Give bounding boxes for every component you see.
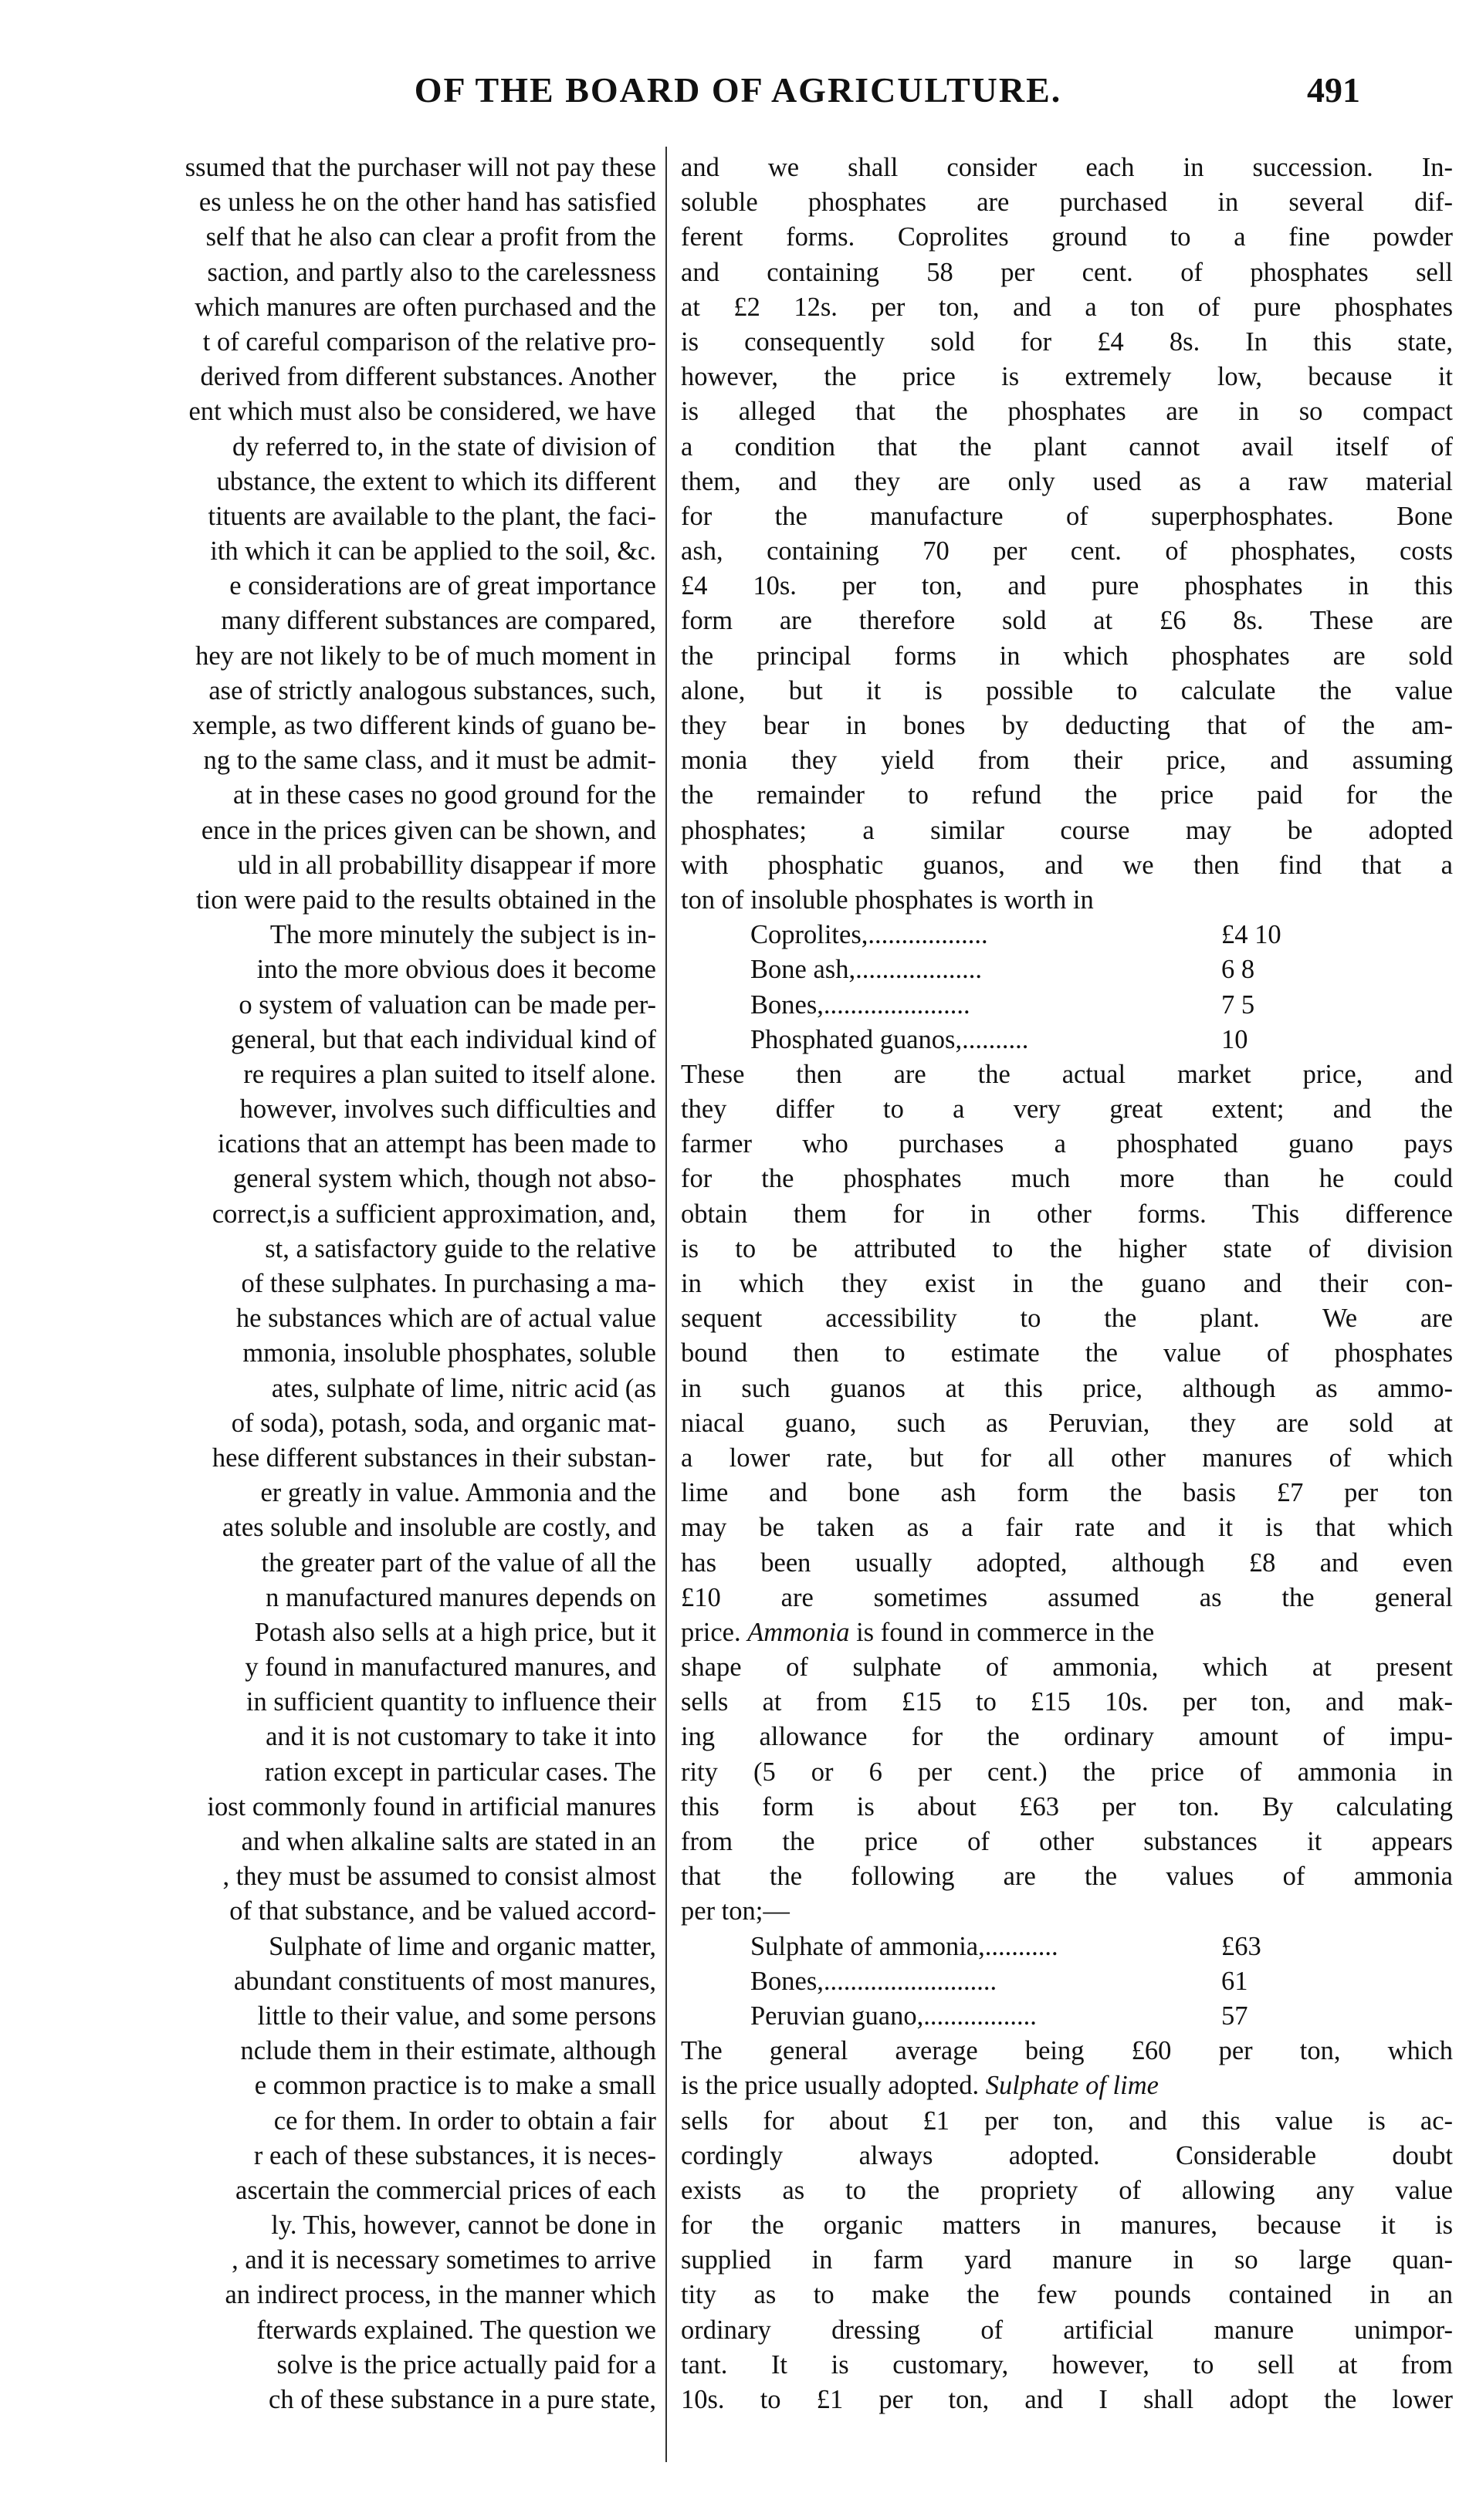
text-line: a condition that the plant cannot avail itself of — [681, 431, 1453, 462]
text-line: for the phosphates much more than he could — [681, 1164, 1453, 1194]
paragraph-line: The general average being £60 per ton, which — [681, 2036, 1453, 2066]
text-line: however, involves such difficulties and — [239, 1094, 656, 1125]
text-line: supplied in farm yard manure in so large quan- — [681, 2245, 1453, 2275]
running-title: OF THE BOARD OF AGRICULTURE. — [414, 70, 1062, 110]
text-line: derived from different substances. Another — [200, 362, 656, 392]
table-row — [750, 952, 1306, 987]
text-line: ing allowance for the ordinary amount of impu- — [681, 1722, 1453, 1752]
text-line: for the manufacture of superphosphates. Bone — [681, 501, 1453, 531]
table-row-label: Coprolites,.................. — [750, 920, 988, 950]
text-line: ferent forms. Coprolites ground to a fine powder — [681, 222, 1453, 252]
table-row-label: Phosphated guanos,.......... — [750, 1024, 1029, 1054]
table-row — [750, 918, 1306, 952]
table-row-label: Bones,.......................... — [750, 1966, 997, 1996]
text-line: little to their value, and some persons — [257, 2001, 656, 2031]
text-line: n manufactured manures depends on — [266, 1582, 656, 1612]
text-line: ash, containing 70 per cent. of phosphates, costs — [681, 536, 1453, 567]
table-row-label: Sulphate of ammonia,........... — [750, 1931, 1058, 1961]
text-line: lime and bone ash form the basis £7 per ton — [681, 1478, 1453, 1508]
text-line: o system of valuation can be made per- — [239, 989, 656, 1020]
text-line: form are therefore sold at £6 8s. These are — [681, 606, 1453, 636]
text-line: is to be attributed to the higher state of division — [681, 1233, 1453, 1263]
table-row — [750, 1023, 1306, 1057]
table-row — [750, 988, 1306, 1023]
table-row-label: Bone ash,................... — [750, 955, 982, 985]
text-line: niacal guano, such as Peruvian, they are sold at — [681, 1408, 1453, 1438]
text-line: ly. This, however, cannot be done in — [271, 2210, 656, 2241]
text-line: self that he also can clear a profit from the — [205, 222, 656, 252]
text-line: and it is not customary to take it into — [266, 1722, 656, 1752]
text-line: at in these cases no good ground for the — [232, 780, 656, 810]
text-line: shape of sulphate of ammonia, which at present — [681, 1652, 1453, 1683]
table-row-value: 10 — [1221, 1024, 1248, 1054]
table-row-value: £4 10 — [1221, 920, 1281, 950]
text-line: general system which, though not abso- — [232, 1164, 656, 1194]
text-line: Sulphate of lime and organic matter, — [269, 1931, 656, 1961]
ammonia-term: Ammonia — [747, 1617, 850, 1647]
text-line: es unless he on the other hand has satisfied — [198, 188, 656, 218]
text-line: e common practice is to make a small — [254, 2071, 656, 2101]
column-divider — [665, 147, 667, 2462]
text-line: r each of these substances, it is neces- — [253, 2140, 656, 2170]
text-line: ith which it can be applied to the soil, &c. — [210, 536, 656, 567]
text-line: £4 10s. per ton, and pure phosphates in this — [681, 571, 1453, 601]
text-line: ates, sulphate of lime, nitric acid (as — [271, 1373, 656, 1403]
text-line: for the organic matters in manures, because it is — [681, 2210, 1453, 2241]
table-row-value: 7 5 — [1221, 989, 1255, 1020]
text-line: ce for them. In order to obtain a fair — [273, 2106, 656, 2136]
text-line: cordingly always adopted. Considerable doubt — [681, 2140, 1453, 2170]
table-row — [750, 1930, 1306, 1964]
text-line: phosphates; a similar course may be adopted — [681, 815, 1453, 845]
page-number: 491 — [1307, 70, 1360, 110]
table-row-value: 57 — [1221, 2001, 1248, 2031]
text-line: dy referred to, in the state of division of — [232, 431, 656, 462]
table-row — [750, 1964, 1306, 1999]
paragraph-sulphate-of-lime — [681, 2104, 1453, 2418]
table-row-value: 61 — [1221, 1966, 1248, 1996]
text-line: xemple, as two different kinds of guano be- — [191, 711, 656, 740]
text-line: ssumed that the purchaser will not pay these — [184, 153, 656, 182]
paragraph-line: price. Ammonia is found in commerce in the — [681, 1617, 1155, 1647]
text-line: , and it is necessary sometimes to arrive — [232, 2245, 656, 2275]
text-line: may be taken as a fair rate and it is that which — [681, 1513, 1453, 1543]
text-line: sells at from £15 to £15 10s. per ton, and mak- — [681, 1687, 1453, 1717]
text-line: abundant constituents of most manures, — [233, 1966, 656, 1996]
text-line: farmer who purchases a phosphated guano pays — [681, 1129, 1453, 1159]
text-line: of these sulphates. In purchasing a ma- — [241, 1269, 656, 1298]
table-row-value: £63 — [1221, 1931, 1261, 1961]
phosphate-price-table — [750, 918, 1306, 1057]
text-line: hey are not likely to be of much moment in — [195, 641, 656, 671]
text-line: re requires a plan suited to itself alone. — [243, 1059, 656, 1089]
text-line: is consequently sold for £4 8s. In this state, — [681, 326, 1453, 357]
text-line: and we shall consider each in succession. In- — [681, 153, 1453, 182]
text-line: ent which must also be considered, we have — [188, 397, 656, 427]
text-line: obtain them for in other forms. This difference — [681, 1199, 1453, 1229]
text-line: from the price of other substances it appears — [681, 1827, 1453, 1856]
text-line: nclude them in their estimate, although — [240, 2036, 656, 2066]
text-line: an indirect process, in the manner which — [225, 2280, 656, 2310]
text-line: tant. It is customary, however, to sell at from — [681, 2349, 1453, 2380]
text-line: solve is the price actually paid for a — [276, 2349, 656, 2380]
text-line: at £2 12s. per ton, and a ton of pure phosphates — [681, 292, 1453, 322]
text-line: 10s. to £1 per ton, and I shall adopt the lower — [681, 2385, 1453, 2414]
text-line: per ton;— — [681, 1896, 790, 1926]
text-line: ch of these substance in a pure state, — [269, 2385, 656, 2414]
right-column — [681, 151, 1453, 2417]
text-line: in such guanos at this price, although as ammo- — [681, 1373, 1453, 1403]
text-line: with phosphatic guanos, and we then find that a — [681, 850, 1453, 880]
text-line: Potash also sells at a high price, but it — [254, 1617, 656, 1647]
sulphate-of-lime-term: Sulphate of lime — [985, 2071, 1159, 2101]
text-line: rity (5 or 6 per cent.) the price of ammonia in — [681, 1757, 1453, 1787]
text-line: ubstance, the extent to which its different — [216, 466, 656, 496]
text-line: e considerations are of great importance — [229, 571, 656, 601]
text-line: which manures are often purchased and the — [195, 292, 656, 322]
text-line: ase of strictly analogous substances, such, — [208, 675, 656, 705]
text-line: soluble phosphates are purchased in several dif- — [681, 188, 1453, 218]
text-line: ates soluble and insoluble are costly, and — [222, 1513, 656, 1543]
text-line: the principal forms in which phosphates are sold — [681, 641, 1453, 671]
ammonia-price-table — [750, 1930, 1306, 2035]
text-line: tion were paid to the results obtained in the — [196, 885, 656, 915]
text-line: of soda), potash, soda, and organic mat- — [231, 1408, 656, 1438]
table-row-label: Bones,...................... — [750, 989, 970, 1020]
text-line: bound then to estimate the value of phosphates — [681, 1338, 1453, 1368]
text-line: he substances which are of actual value — [235, 1304, 656, 1334]
text-line: them, and they are only used as a raw material — [681, 466, 1453, 496]
text-line: fterwards explained. The question we — [256, 2315, 656, 2345]
text-line: ng to the same class, and it must be admit- — [203, 746, 656, 776]
text-line: £10 are sometimes assumed as the general — [681, 1582, 1453, 1612]
table-row-label: Peruvian guano,................. — [750, 2001, 1037, 2031]
paragraph-market-price — [681, 1057, 1453, 1615]
text-line: however, the price is extremely low, because it — [681, 362, 1453, 392]
paragraph-phosphates — [681, 151, 1453, 918]
text-line: they differ to a very great extent; and the — [681, 1094, 1453, 1125]
text-line: the greater part of the value of all the — [261, 1548, 656, 1578]
text-line: general, but that each individual kind of — [231, 1024, 656, 1054]
table-row-value: 6 8 — [1221, 955, 1255, 985]
text-line: many different substances are compared, — [221, 606, 656, 636]
text-line: , they must be assumed to consist almost — [222, 1862, 656, 1892]
text-line: er greatly in value. Ammonia and the — [260, 1478, 656, 1508]
text-line: ications that an attempt has been made to — [217, 1129, 656, 1159]
text-line: they bear in bones by deducting that of the am- — [681, 711, 1453, 740]
text-line: has been usually adopted, although £8 and even — [681, 1548, 1453, 1578]
text-line: st, a satisfactory guide to the relative — [265, 1233, 656, 1263]
text-line: into the more obvious does it become — [256, 955, 656, 985]
text-line: a lower rate, but for all other manures of which — [681, 1443, 1453, 1473]
text-line: in which they exist in the guano and their con- — [681, 1269, 1453, 1298]
text-line: exists as to the propriety of allowing any value — [681, 2175, 1453, 2205]
text-line: correct,is a sufficient approximation, and, — [212, 1199, 656, 1229]
text-line: ordinary dressing of artificial manure unimpor- — [681, 2315, 1453, 2345]
text-line: The more minutely the subject is in- — [269, 920, 656, 950]
text-line: hese different substances in their substan- — [212, 1443, 656, 1473]
text-line: mmonia, insoluble phosphates, soluble — [242, 1338, 656, 1368]
text-line: tituents are available to the plant, the faci- — [208, 501, 656, 531]
text-line: ence in the prices given can be shown, and — [201, 815, 656, 845]
paragraph-ammonia — [681, 1650, 1453, 1930]
text-line: tity as to make the few pounds contained in an — [681, 2280, 1453, 2310]
text-line: These then are the actual market price, and — [681, 1059, 1453, 1089]
text-line: that the following are the values of ammonia — [681, 1862, 1453, 1892]
text-line: and containing 58 per cent. of phosphates sell — [681, 257, 1453, 287]
text-line: uld in all probabillity disappear if more — [237, 850, 656, 880]
text-line: alone, but it is possible to calculate the value — [681, 675, 1453, 705]
paragraph-line: is the price usually adopted. Sulphate of lime — [681, 2071, 1159, 2101]
text-line: sequent accessibility to the plant. We are — [681, 1304, 1453, 1334]
text-line: is alleged that the phosphates are in so compact — [681, 397, 1453, 427]
text-line: ascertain the commercial prices of each — [235, 2175, 656, 2205]
text-line: iost commonly found in artificial manures — [207, 1791, 656, 1822]
text-line: in sufficient quantity to influence their — [245, 1687, 656, 1717]
text-line: ration except in particular cases. The — [264, 1757, 656, 1787]
text-line: monia they yield from their price, and assuming — [681, 746, 1453, 776]
page-header — [0, 54, 1476, 139]
text-line: saction, and partly also to the carelessness — [207, 257, 656, 287]
text-line: the remainder to refund the price paid for the — [681, 780, 1453, 810]
text-line: t of careful comparison of the relative pro- — [202, 326, 656, 357]
text-line: y found in manufactured manures, and — [245, 1652, 656, 1683]
text-line: this form is about £63 per ton. By calculating — [681, 1791, 1453, 1822]
text-line: and when alkaline salts are stated in an — [241, 1827, 656, 1856]
left-column — [27, 151, 656, 2417]
table-row — [750, 1999, 1306, 2034]
text-line: ton of insoluble phosphates is worth in — [681, 885, 1094, 915]
text-line: of that substance, and be valued accord- — [229, 1896, 656, 1926]
text-line: sells for about £1 per ton, and this value is ac- — [681, 2106, 1453, 2136]
